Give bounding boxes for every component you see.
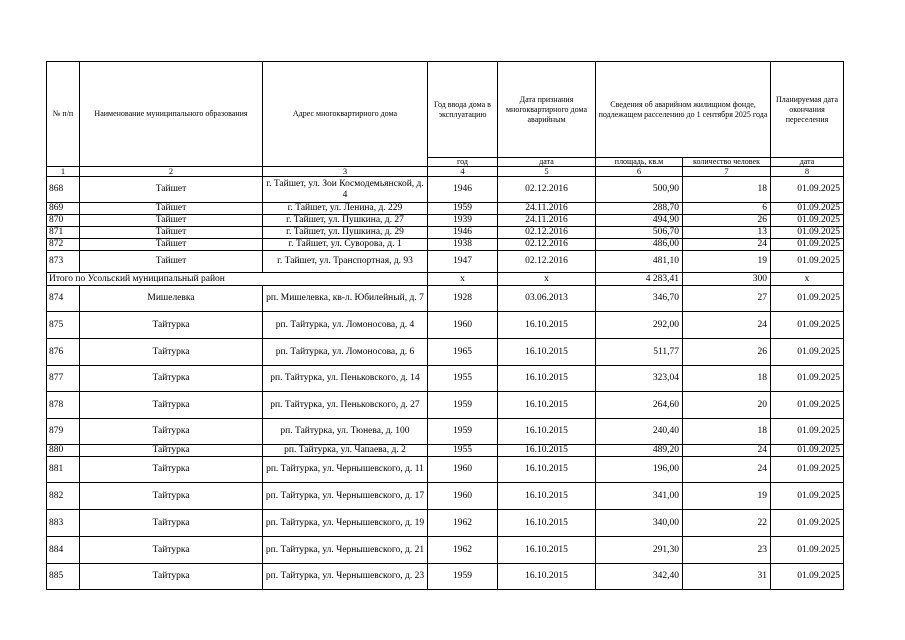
total-row [47, 273, 844, 286]
people-count: 24 [683, 445, 771, 457]
unit-date: дата [498, 158, 596, 167]
table-row [47, 537, 844, 564]
recognition-date: 16.10.2015 [498, 445, 596, 457]
people-count: 6 [683, 203, 771, 215]
row-number: 868 [47, 177, 80, 203]
house-address: рп. Тайтурка, ул. Ломоносова, д. 6 [263, 339, 428, 366]
area-value: 346,70 [596, 286, 683, 312]
house-address: г. Тайшет, ул. Транспортная, д. 93 [263, 251, 428, 273]
row-number: 880 [47, 445, 80, 457]
commission-year: 1959 [428, 419, 498, 445]
municipality-name: Тайшет [80, 239, 263, 251]
unit-end-date: дата [771, 158, 844, 167]
planned-end-date: 01.09.2025 [771, 177, 844, 203]
table-row [47, 215, 844, 227]
row-number: 871 [47, 227, 80, 239]
table-row [47, 312, 844, 339]
col-number: 1 [47, 167, 80, 177]
house-address: рп. Мишелевка, кв-л. Юбилейный, д. 7 [263, 286, 428, 312]
house-address: рп. Тайтурка, ул. Чернышевского, д. 21 [263, 537, 428, 564]
planned-end-date: 01.09.2025 [771, 286, 844, 312]
commission-year: 1959 [428, 203, 498, 215]
recognition-date: 02.12.2016 [498, 251, 596, 273]
area-value: 340,00 [596, 510, 683, 537]
house-address: г. Тайшет, ул. Зои Космодемьянской, д. 4 [263, 177, 428, 203]
area-value: 292,00 [596, 312, 683, 339]
planned-end-date: 01.09.2025 [771, 483, 844, 510]
row-number: 873 [47, 251, 80, 273]
commission-year: 1955 [428, 366, 498, 392]
header-row [47, 62, 844, 158]
recognition-date: 16.10.2015 [498, 483, 596, 510]
recognition-date: 03.06.2013 [498, 286, 596, 312]
commission-year: 1959 [428, 392, 498, 419]
area-value: 489,20 [596, 445, 683, 457]
recognition-date: 16.10.2015 [498, 457, 596, 483]
people-count: 24 [683, 239, 771, 251]
table-row [47, 564, 844, 590]
house-address: рп. Тайтурка, ул. Чернышевского, д. 17 [263, 483, 428, 510]
municipality-name: Мишелевка [80, 286, 263, 312]
municipality-name: Тайтурка [80, 339, 263, 366]
recognition-date: 16.10.2015 [498, 339, 596, 366]
house-address: г. Тайшет, ул. Пушкина, д. 27 [263, 215, 428, 227]
row-number: 872 [47, 239, 80, 251]
unit-area: площадь, кв.м [596, 158, 683, 167]
commission-year: 1960 [428, 483, 498, 510]
recognition-date: 16.10.2015 [498, 419, 596, 445]
commission-year: 1946 [428, 177, 498, 203]
area-value: 506,70 [596, 227, 683, 239]
table-row [47, 445, 844, 457]
people-count: 24 [683, 457, 771, 483]
people-count: 20 [683, 392, 771, 419]
planned-end-date: 01.09.2025 [771, 366, 844, 392]
table-row [47, 286, 844, 312]
col-number: 8 [771, 167, 844, 177]
planned-end-date: 01.09.2025 [771, 339, 844, 366]
unit-people: количество человек [683, 158, 771, 167]
column-numbers-row [47, 167, 844, 177]
area-value: 494,90 [596, 215, 683, 227]
municipality-name: Тайтурка [80, 457, 263, 483]
commission-year: 1946 [428, 227, 498, 239]
recognition-date: 16.10.2015 [498, 564, 596, 590]
recognition-date: 02.12.2016 [498, 177, 596, 203]
house-address: рп. Тайтурка, ул. Чернышевского, д. 23 [263, 564, 428, 590]
recognition-date: 16.10.2015 [498, 537, 596, 564]
table-row [47, 366, 844, 392]
municipality-name: Тайтурка [80, 483, 263, 510]
row-number: 882 [47, 483, 80, 510]
total-label: Итого по Усольский муниципальный район [47, 273, 428, 286]
row-number: 874 [47, 286, 80, 312]
house-address: рп. Тайтурка, ул. Чернышевского, д. 11 [263, 457, 428, 483]
house-address: г. Тайшет, ул. Суворова, д. 1 [263, 239, 428, 251]
row-number: 883 [47, 510, 80, 537]
table-row [47, 419, 844, 445]
recognition-date: 02.12.2016 [498, 227, 596, 239]
area-value: 342,40 [596, 564, 683, 590]
planned-end-date: 01.09.2025 [771, 215, 844, 227]
municipality-name: Тайшет [80, 251, 263, 273]
people-count: 13 [683, 227, 771, 239]
people-count: 31 [683, 564, 771, 590]
table-row [47, 177, 844, 203]
municipality-name: Тайшет [80, 203, 263, 215]
header-info: Сведения об аварийном жилищном фонде, подлежащем расселению до 1 сентября 2025 года [596, 62, 771, 158]
planned-end-date: 01.09.2025 [771, 392, 844, 419]
planned-end-date: 01.09.2025 [771, 419, 844, 445]
planned-end-date: 01.09.2025 [771, 251, 844, 273]
municipality-name: Тайтурка [80, 537, 263, 564]
row-number: 870 [47, 215, 80, 227]
col-number: 3 [263, 167, 428, 177]
people-count: 19 [683, 483, 771, 510]
total-end: х [771, 273, 844, 286]
header-date-recognition: Дата признания многоквартирного дома аварийным [498, 62, 596, 158]
col-number: 7 [683, 167, 771, 177]
table-row [47, 457, 844, 483]
total-people: 300 [683, 273, 771, 286]
commission-year: 1938 [428, 239, 498, 251]
planned-end-date: 01.09.2025 [771, 239, 844, 251]
area-value: 341,00 [596, 483, 683, 510]
planned-end-date: 01.09.2025 [771, 564, 844, 590]
area-value: 481,10 [596, 251, 683, 273]
total-area: 4 283,41 [596, 273, 683, 286]
header-planned-end: Планируемая дата окончания переселения [771, 62, 844, 158]
col-number: 5 [498, 167, 596, 177]
header-address: Адрес многоквартирного дома [263, 62, 428, 167]
row-number: 881 [47, 457, 80, 483]
planned-end-date: 01.09.2025 [771, 312, 844, 339]
header-year: Год ввода дома в эксплуатацию [428, 62, 498, 158]
people-count: 26 [683, 215, 771, 227]
row-number: 875 [47, 312, 80, 339]
header-num: № п/п [47, 62, 80, 167]
commission-year: 1947 [428, 251, 498, 273]
planned-end-date: 01.09.2025 [771, 457, 844, 483]
municipality-name: Тайшет [80, 227, 263, 239]
row-number: 879 [47, 419, 80, 445]
people-count: 24 [683, 312, 771, 339]
col-number: 2 [80, 167, 263, 177]
municipality-name: Тайтурка [80, 392, 263, 419]
commission-year: 1960 [428, 312, 498, 339]
row-number: 876 [47, 339, 80, 366]
municipality-name: Тайтурка [80, 366, 263, 392]
planned-end-date: 01.09.2025 [771, 203, 844, 215]
table-row [47, 227, 844, 239]
area-value: 291,30 [596, 537, 683, 564]
table-row [47, 239, 844, 251]
planned-end-date: 01.09.2025 [771, 510, 844, 537]
house-address: рп. Тайтурка, ул. Тюнева, д. 100 [263, 419, 428, 445]
col-number: 4 [428, 167, 498, 177]
recognition-date: 16.10.2015 [498, 392, 596, 419]
total-year: х [428, 273, 498, 286]
col-number: 6 [596, 167, 683, 177]
row-number: 884 [47, 537, 80, 564]
header-municipality: Наименование муниципального образования [80, 62, 263, 167]
row-number: 885 [47, 564, 80, 590]
people-count: 19 [683, 251, 771, 273]
house-address: г. Тайшет, ул. Ленина, д. 229 [263, 203, 428, 215]
house-address: г. Тайшет, ул. Пушкина, д. 29 [263, 227, 428, 239]
area-value: 240,40 [596, 419, 683, 445]
people-count: 22 [683, 510, 771, 537]
row-number: 878 [47, 392, 80, 419]
commission-year: 1928 [428, 286, 498, 312]
unit-year: год [428, 158, 498, 167]
area-value: 264,60 [596, 392, 683, 419]
recognition-date: 16.10.2015 [498, 312, 596, 339]
housing-table [46, 61, 844, 590]
people-count: 18 [683, 366, 771, 392]
house-address: рп. Тайтурка, ул. Ломоносова, д. 4 [263, 312, 428, 339]
people-count: 27 [683, 286, 771, 312]
commission-year: 1955 [428, 445, 498, 457]
table-row [47, 392, 844, 419]
area-value: 486,00 [596, 239, 683, 251]
commission-year: 1939 [428, 215, 498, 227]
municipality-name: Тайшет [80, 177, 263, 203]
commission-year: 1960 [428, 457, 498, 483]
table-row [47, 339, 844, 366]
area-value: 196,00 [596, 457, 683, 483]
row-number: 877 [47, 366, 80, 392]
municipality-name: Тайшет [80, 215, 263, 227]
recognition-date: 02.12.2016 [498, 239, 596, 251]
area-value: 323,04 [596, 366, 683, 392]
house-address: рп. Тайтурка, ул. Чернышевского, д. 19 [263, 510, 428, 537]
people-count: 18 [683, 419, 771, 445]
planned-end-date: 01.09.2025 [771, 227, 844, 239]
table-row [47, 251, 844, 273]
commission-year: 1962 [428, 537, 498, 564]
table-row [47, 510, 844, 537]
house-address: рп. Тайтурка, ул. Пеньковского, д. 14 [263, 366, 428, 392]
commission-year: 1959 [428, 564, 498, 590]
municipality-name: Тайтурка [80, 564, 263, 590]
planned-end-date: 01.09.2025 [771, 445, 844, 457]
commission-year: 1965 [428, 339, 498, 366]
area-value: 500,90 [596, 177, 683, 203]
people-count: 26 [683, 339, 771, 366]
people-count: 23 [683, 537, 771, 564]
row-number: 869 [47, 203, 80, 215]
house-address: рп. Тайтурка, ул. Пеньковского, д. 27 [263, 392, 428, 419]
table-row [47, 483, 844, 510]
recognition-date: 24.11.2016 [498, 203, 596, 215]
recognition-date: 16.10.2015 [498, 510, 596, 537]
people-count: 18 [683, 177, 771, 203]
municipality-name: Тайтурка [80, 510, 263, 537]
house-address: рп. Тайтурка, ул. Чапаева, д. 2 [263, 445, 428, 457]
municipality-name: Тайтурка [80, 445, 263, 457]
commission-year: 1962 [428, 510, 498, 537]
table-row [47, 203, 844, 215]
municipality-name: Тайтурка [80, 419, 263, 445]
municipality-name: Тайтурка [80, 312, 263, 339]
area-value: 288,70 [596, 203, 683, 215]
area-value: 511,77 [596, 339, 683, 366]
recognition-date: 24.11.2016 [498, 215, 596, 227]
planned-end-date: 01.09.2025 [771, 537, 844, 564]
recognition-date: 16.10.2015 [498, 366, 596, 392]
total-date: х [498, 273, 596, 286]
